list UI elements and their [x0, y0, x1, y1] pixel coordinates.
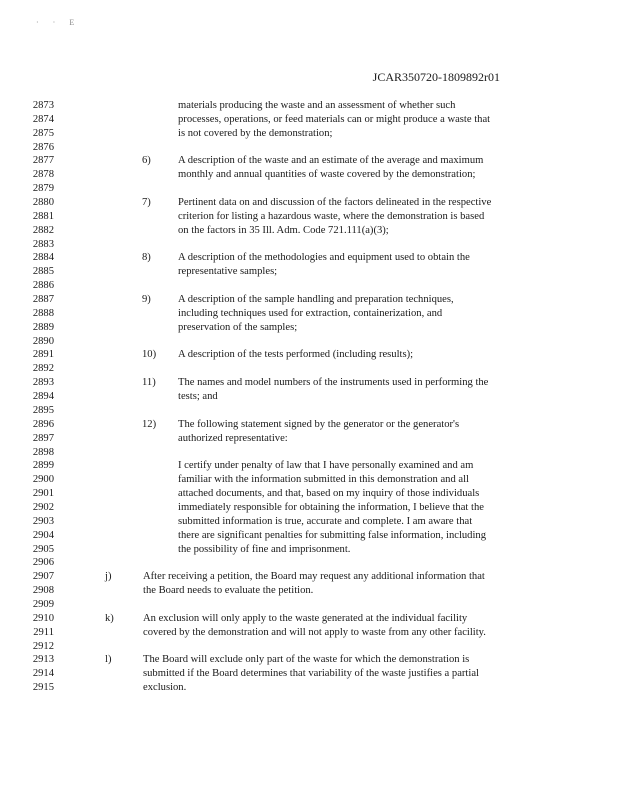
line-text: An exclusion will only apply to the waste generated at the individual facility: [143, 612, 468, 624]
line-number: 2907: [32, 571, 54, 583]
document-line: [0, 308, 618, 320]
line-number: 2874: [32, 113, 54, 125]
document-line: [0, 155, 618, 167]
line-number: 2901: [32, 488, 54, 500]
line-text: preservation of the samples;: [178, 321, 298, 333]
document-line: [0, 627, 618, 639]
line-number: 2889: [32, 321, 54, 333]
document-line: [0, 239, 618, 251]
line-text: The Board will exclude only part of the waste for which the demonstration is: [143, 654, 470, 666]
line-number: 2897: [32, 432, 54, 444]
document-line: [0, 100, 618, 112]
line-number: 2895: [32, 404, 54, 416]
list-item-label: 8): [142, 252, 151, 264]
document-line: [0, 682, 618, 694]
document-line: [0, 183, 618, 195]
document-line: [0, 225, 618, 237]
line-number: 2902: [32, 501, 54, 513]
document-line: [0, 447, 618, 459]
document-line: [0, 266, 618, 278]
line-number: 2893: [32, 377, 54, 389]
line-text: processes, operations, or feed materials can or might produce a waste that: [178, 113, 491, 125]
line-text: is not covered by the demonstration;: [178, 127, 333, 139]
line-text: including techniques used for extraction, containerization, and: [178, 307, 443, 319]
line-number: 2894: [32, 391, 54, 403]
line-text: familiar with the information submitted in this demonstration and all: [178, 474, 469, 486]
line-text: authorized representative:: [178, 432, 288, 444]
document-line: [0, 654, 618, 666]
line-text: I certify under penalty of law that I have personally examined and am: [178, 460, 474, 472]
document-line: [0, 280, 618, 292]
line-number: 2913: [32, 654, 54, 666]
document-line: [0, 142, 618, 154]
line-number: 2900: [32, 474, 54, 486]
list-item-label: k): [105, 612, 114, 624]
list-item-label: l): [105, 654, 112, 666]
document-line: [0, 460, 618, 472]
document-line: [0, 322, 618, 334]
document-line: [0, 474, 618, 486]
corner-mark: · · E: [36, 18, 81, 27]
line-text: representative samples;: [178, 266, 278, 278]
document-line: [0, 516, 618, 528]
document-line: [0, 252, 618, 264]
document-line: [0, 363, 618, 375]
document-line: [0, 544, 618, 556]
line-number: 2903: [32, 515, 54, 527]
document-line: [0, 571, 618, 583]
line-text: immediately responsible for obtaining the information, I believe that the: [178, 501, 484, 513]
list-item-label: 11): [142, 377, 156, 389]
line-number: 2879: [32, 183, 54, 195]
line-text: A description of the sample handling and preparation techniques,: [178, 294, 454, 306]
line-text: monthly and annual quantities of waste covered by the demonstration;: [178, 169, 476, 181]
line-number: 2881: [32, 210, 54, 222]
line-text: criterion for listing a hazardous waste, where the demonstration is based: [178, 210, 485, 222]
line-text: the possibility of fine and imprisonment.: [178, 543, 351, 555]
line-text: attached documents, and that, based on my inquiry of those individuals: [178, 488, 480, 500]
list-item-label: 10): [142, 349, 157, 361]
list-item-label: 7): [142, 197, 151, 209]
line-number: 2909: [32, 598, 54, 610]
document-line: [0, 502, 618, 514]
document-line: [0, 391, 618, 403]
line-number: 2887: [32, 294, 54, 306]
line-text: submitted if the Board determines that variability of the waste justifies a partial: [143, 668, 479, 680]
document-line: [0, 377, 618, 389]
line-number: 2878: [32, 169, 54, 181]
document-id: JCAR350720-1809892r01: [372, 70, 500, 84]
list-item-label: 9): [142, 294, 151, 306]
line-number: 2899: [32, 460, 54, 472]
line-text: covered by the demonstration and will not apply to waste from any other facility.: [143, 626, 486, 638]
document-line: [0, 336, 618, 348]
line-number: 2908: [32, 585, 54, 597]
line-number: 2892: [32, 363, 54, 375]
line-number: 2890: [32, 335, 54, 347]
line-number: 2877: [32, 155, 54, 167]
line-number: 2876: [32, 141, 54, 153]
line-text: on the factors in 35 Ill. Adm. Code 721.111(a)(3);: [178, 224, 389, 236]
document-line: [0, 668, 618, 680]
line-number: 2884: [32, 252, 54, 264]
line-text: Pertinent data on and discussion of the factors delineated in the respective: [178, 197, 492, 209]
line-text: materials producing the waste and an assessment of whether such: [178, 100, 456, 111]
line-text: submitted information is true, accurate and complete. I am aware that: [178, 515, 473, 527]
document-line: [0, 128, 618, 140]
document-line: [0, 599, 618, 611]
line-number: 2906: [32, 557, 54, 569]
line-number: 2910: [32, 612, 54, 624]
line-text: A description of the methodologies and equipment used to obtain the: [178, 252, 470, 264]
line-text: the Board needs to evaluate the petition.: [143, 585, 314, 597]
document-line: [0, 114, 618, 126]
document-line: [0, 211, 618, 223]
line-text: After receiving a petition, the Board may request any additional information that: [143, 571, 485, 583]
line-number: 2888: [32, 307, 54, 319]
line-number: 2883: [32, 238, 54, 250]
document-line: [0, 641, 618, 653]
line-number: 2904: [32, 529, 54, 541]
document-line: [0, 488, 618, 500]
document-line: [0, 433, 618, 445]
line-number: 2882: [32, 224, 54, 236]
line-text: The names and model numbers of the instruments used in performing the: [178, 377, 489, 389]
line-text: there are significant penalties for submitting false information, including: [178, 529, 487, 541]
line-number: 2898: [32, 446, 54, 458]
line-number: 2911: [33, 626, 54, 638]
line-number: 2873: [32, 100, 54, 111]
list-item-label: 12): [142, 418, 157, 430]
document-line: [0, 419, 618, 431]
line-number: 2915: [32, 682, 54, 694]
line-text: exclusion.: [143, 682, 187, 694]
line-number: 2880: [32, 197, 54, 209]
line-number: 2912: [32, 640, 54, 652]
document-line: [0, 613, 618, 625]
list-item-label: 6): [142, 155, 151, 167]
document-line: [0, 530, 618, 542]
line-number: 2891: [32, 349, 54, 361]
document-line: [0, 294, 618, 306]
document-line: [0, 169, 618, 181]
list-item-label: j): [105, 571, 112, 583]
line-number: 2886: [32, 280, 54, 292]
line-text: A description of the tests performed (including results);: [178, 349, 414, 361]
line-number: 2914: [32, 668, 54, 680]
line-number: 2875: [32, 127, 54, 139]
line-number: 2885: [32, 266, 54, 278]
line-text: A description of the waste and an estimate of the average and maximum: [178, 155, 484, 167]
document-line: [0, 197, 618, 209]
line-text: The following statement signed by the generator or the generator's: [178, 418, 460, 430]
line-text: tests; and: [178, 391, 218, 403]
document-line: [0, 349, 618, 361]
line-number: 2896: [32, 418, 54, 430]
document-line: [0, 557, 618, 569]
document-line: [0, 585, 618, 597]
document-line: [0, 405, 618, 417]
line-number: 2905: [32, 543, 54, 555]
